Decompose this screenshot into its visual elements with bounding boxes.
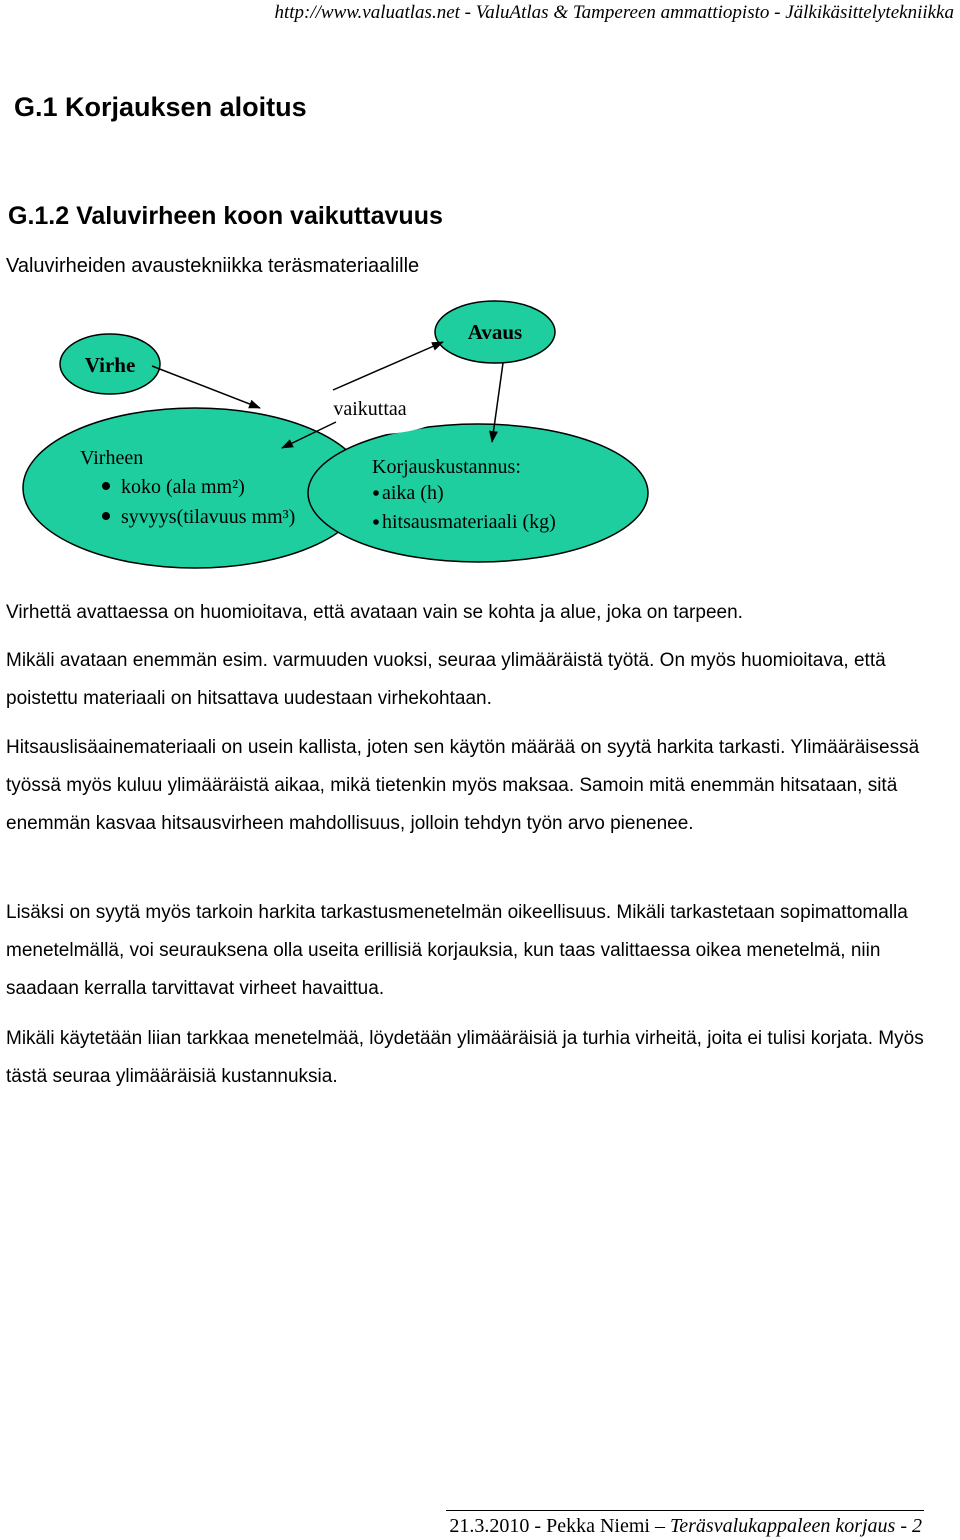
paragraph: Hitsauslisäainemateriaali on usein kallista, joten sen käytön määrää on syytä harkita tarkasti. Ylimääräisessä työssä myös kuluu ylimääräistä aikaa, mikä tietenkin myös maksaa. Samoin mitä enemmän hitsataan, sitä enemmän kasvaa hitsausvirheen mahdollisuus, jolloin tehdyn työn arvo pienenee.	[6, 737, 920, 834]
bullet-icon	[373, 519, 379, 525]
flow-diagram	[0, 300, 960, 570]
bullet-icon	[102, 482, 110, 490]
paragraph: Mikäli käytetään liian tarkkaa menetelmää, löydetään ylimääräisiä ja turhia virheitä, joita ei tulisi korjata. Myös tästä seuraa ylimääräisiä kustannuksia.	[6, 1028, 924, 1087]
footer-page-number: 2	[912, 1515, 922, 1537]
subsection-title: G.1.2 Valuvirheen koon vaikuttavuus	[8, 202, 443, 230]
section-title: G.1 Korjauksen aloitus	[14, 92, 307, 122]
footer	[449, 1515, 922, 1538]
bullet-icon	[102, 512, 110, 520]
footer-title: Teräsvalukappaleen korjaus	[669, 1515, 896, 1537]
paragraph: Virhettä avattaessa on huomioitava, että avataan vain se kohta ja alue, joka on tarpeen.	[6, 602, 743, 623]
arrow-virhe-to-vaikuttaa	[152, 366, 260, 408]
footer-author: Pekka Niemi	[546, 1515, 650, 1537]
footer-date: 21.3.2010	[449, 1515, 530, 1537]
bullet-icon	[373, 490, 379, 496]
korjaus-item: hitsausmateriaali (kg)	[382, 511, 556, 533]
korjauskustannus-ellipse	[308, 424, 648, 562]
korjaus-item: aika (h)	[382, 482, 444, 504]
paragraph: Mikäli avataan enemmän esim. varmuuden vuoksi, seuraa ylimääräistä työtä. On myös huomioitava, että poistettu materiaali on hitsattava uudestaan virhekohtaan.	[6, 650, 886, 709]
virhe-label: Virhe	[84, 353, 136, 377]
footer-separator: -	[529, 1515, 547, 1537]
footer-separator: -	[895, 1515, 912, 1537]
paragraph: Lisäksi on syytä myös tarkoin harkita tarkastusmenetelmän oikeellisuus. Mikäli tarkastetaan sopimattomalla menetelmällä, voi seurauksena olla useita erillisiä korjauksia, kun taas valittaessa oikea menetelmä, niin saadaan kerralla tarvittavat virheet havaittua.	[6, 902, 908, 999]
virheen-item: koko (ala mm²)	[121, 476, 245, 498]
header-url: http://www.valuatlas.net - ValuAtlas & Tampereen ammattiopisto - Jälkikäsittelytekniikka	[274, 2, 954, 23]
footer-divider	[446, 1510, 924, 1511]
diagram-caption: Valuvirheiden avaustekniikka teräsmateriaalille	[6, 255, 420, 277]
virheen-heading: Virheen	[80, 447, 144, 469]
vaikuttaa-label: vaikuttaa	[333, 398, 407, 420]
avaus-label: Avaus	[467, 320, 523, 344]
virheen-item: syvyys(tilavuus mm³)	[121, 506, 296, 528]
korjaus-heading: Korjauskustannus:	[372, 456, 521, 478]
footer-separator: –	[649, 1515, 670, 1537]
